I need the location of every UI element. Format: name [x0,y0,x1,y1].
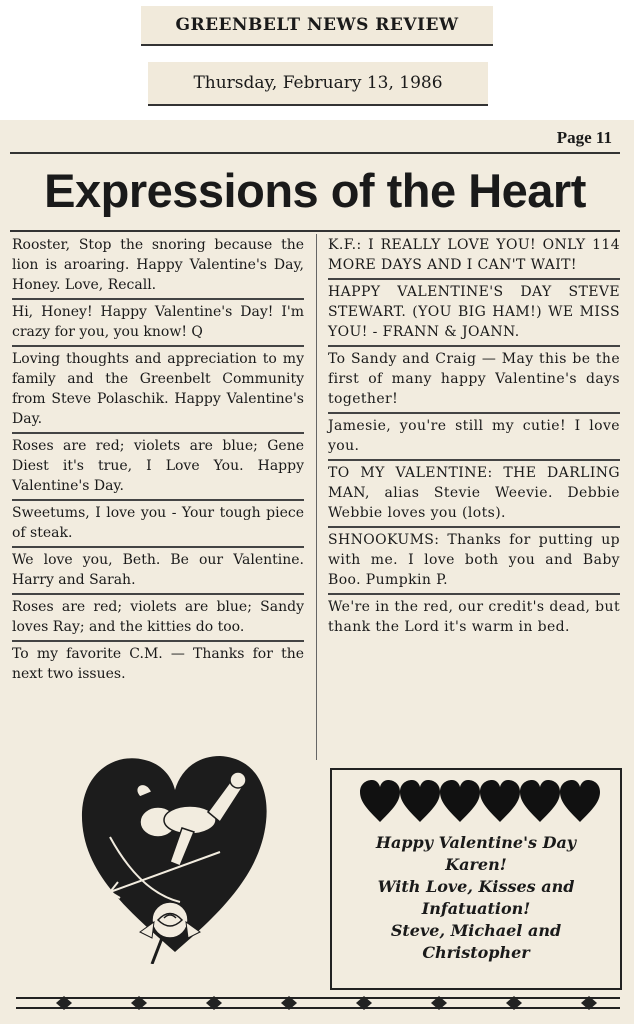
masthead-title: GREENBELT NEWS REVIEW [141,6,493,46]
message-item: SHNOOKUMS: Thanks for putting up with me. I love both you and Baby Boo. Pumpkin P. [328,529,620,595]
page-headline: Expressions of the Heart [44,164,586,217]
message-item: Sweetums, I love you - Your tough piece of steak. [12,502,304,548]
cupid-heart-illustration [70,742,280,964]
valentine-message [340,832,612,964]
message-item: K.F.: I REALLY LOVE YOU! ONLY 114 MORE DAYS AND I CAN'T WAIT! [328,234,620,280]
left-column [12,234,304,688]
message-item: Rooster, Stop the snoring because the lion is aroaring. Happy Valentine's Day, Honey. Love, Recall. [12,234,304,300]
valentine-line: With Love, Kisses and [377,877,575,896]
heart-icon [560,780,600,822]
hearts-row [360,778,600,824]
message-item: To my favorite C.M. — Thanks for the next two issues. [12,646,304,682]
valentine-line: Karen! [445,855,507,874]
message-item: To Sandy and Craig — May this be the first of many happy Valentine's days together! [328,348,620,414]
issue-date: Thursday, February 13, 1986 [148,62,488,106]
message-item: We love you, Beth. Be our Valentine. Harry and Sarah. [12,549,304,595]
heart-icon [360,780,400,822]
message-item: Roses are red; violets are blue; Sandy loves Ray; and the kitties do too. [12,596,304,642]
message-item: Jamesie, you're still my cutie! I love you. [328,415,620,461]
heart-icon [400,780,440,822]
message-item: Roses are red; violets are blue; Gene Diest it's true, I Love You. Happy Valentine's Day. [12,435,304,501]
top-rule [10,152,620,154]
column-divider [316,234,317,760]
message-item: HAPPY VALENTINE'S DAY STEVE STEWART. (YOU BIG HAM!) WE MISS YOU! - FRANN & JOANN. [328,281,620,347]
valentine-line: Steve, Michael and [390,921,562,940]
chain-border [16,994,620,1012]
message-item: TO MY VALENTINE: THE DARLING MAN, alias Stevie Weevie. Debbie Webbie loves you (lots). [328,462,620,528]
message-item: We're in the red, our credit's dead, but thank the Lord it's warm in bed. [328,599,620,635]
newspaper-page [0,120,634,1024]
valentine-line: Happy Valentine's Day [375,833,577,852]
valentine-line: Infatuation! [421,899,531,918]
valentine-greeting-box [330,768,622,990]
heart-icon [480,780,520,822]
message-item: Hi, Honey! Happy Valentine's Day! I'm crazy for you, you know! Q [12,301,304,347]
right-column [328,234,620,641]
page-number: Page 11 [556,128,612,147]
valentine-line: Christopher [422,943,530,962]
heart-icon [440,780,480,822]
heart-icon [520,780,560,822]
headline-rule [10,230,620,232]
message-item: Loving thoughts and appreciation to my family and the Greenbelt Community from Steve Polaschik. Happy Valentine's Day. [12,348,304,434]
